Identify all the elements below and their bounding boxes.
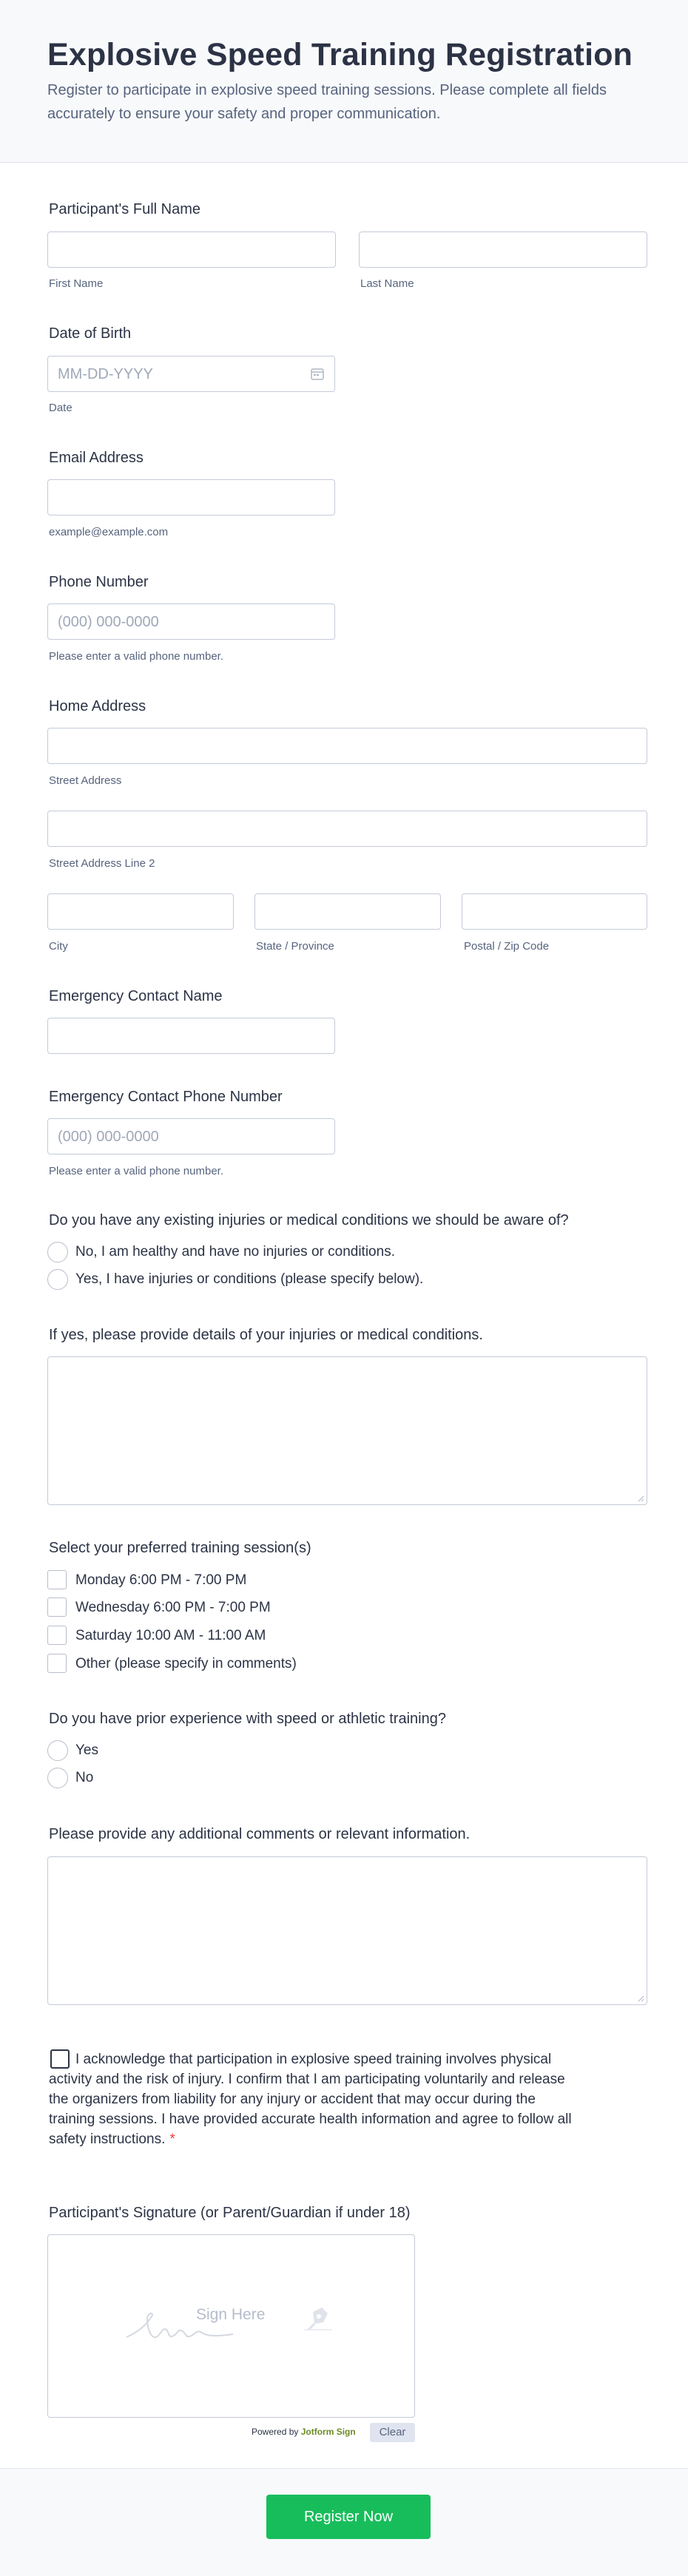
acknowledgement-statement: I acknowledge that participation in explosive speed training involves physical activity and the risk of injury. I confirm that I am participating voluntarily and release the organizers from liability for any injury or accident that may occur during the training sessions. I have provided accurate health information and agree to follow all safety instructions. xyxy=(49,2052,572,2147)
radio-button[interactable] xyxy=(47,1242,68,1262)
last-name-sublabel: Last Name xyxy=(360,277,414,290)
option-label: Yes xyxy=(75,1742,98,1758)
injury-details-textarea[interactable] xyxy=(47,1356,647,1505)
street-address-2-input[interactable] xyxy=(47,811,647,847)
option-label: No xyxy=(75,1770,94,1785)
signature-label: Participant's Signature (or Parent/Guardian if under 18) xyxy=(49,2205,411,2221)
option-label: Monday 6:00 PM - 7:00 PM xyxy=(75,1572,247,1588)
email-sublabel: example@example.com xyxy=(49,526,169,538)
powered-by xyxy=(252,2427,356,2437)
radio-button[interactable] xyxy=(47,1269,68,1290)
powered-brand[interactable]: Jotform Sign xyxy=(300,2427,356,2437)
phone-placeholder: (000) 000-0000 xyxy=(58,614,159,630)
checkbox[interactable] xyxy=(47,1570,67,1589)
calendar-icon[interactable] xyxy=(311,368,324,380)
dob-sublabel: Date xyxy=(49,402,72,414)
radio-button[interactable] xyxy=(47,1740,68,1761)
powered-prefix: Powered by xyxy=(252,2427,299,2437)
checkbox[interactable] xyxy=(47,1598,67,1617)
last-name-input[interactable] xyxy=(359,231,647,268)
radio-button[interactable] xyxy=(47,1768,68,1788)
submit-button[interactable]: Register Now xyxy=(266,2495,431,2539)
option-label: Yes, I have injuries or conditions (please specify below). xyxy=(75,1271,424,1287)
zip-input[interactable] xyxy=(462,893,647,930)
state-sublabel: State / Province xyxy=(256,940,334,953)
state-input[interactable] xyxy=(254,893,441,930)
option-label: Other (please specify in comments) xyxy=(75,1656,297,1671)
emergency-name-label: Emergency Contact Name xyxy=(49,988,223,1004)
emergency-phone-sublabel: Please enter a valid phone number. xyxy=(49,1165,223,1177)
signature-hint: Sign Here xyxy=(196,2306,266,2323)
emergency-phone-placeholder: (000) 000-0000 xyxy=(58,1129,159,1145)
signature-pad[interactable] xyxy=(47,2234,415,2418)
option-label: Wednesday 6:00 PM - 7:00 PM xyxy=(75,1600,271,1615)
address-label: Home Address xyxy=(49,698,146,714)
street-address-input[interactable] xyxy=(47,728,647,764)
emergency-name-input[interactable] xyxy=(47,1018,335,1054)
acknowledgement-text xyxy=(49,2049,579,2149)
comments-label: Please provide any additional comments or relevant information. xyxy=(49,1826,471,1842)
clear-signature-button[interactable]: Clear xyxy=(370,2423,415,2442)
full-name-label: Participant's Full Name xyxy=(49,201,200,217)
form-description: Register to participate in explosive speed training sessions. Please complete all fields accurately to ensure your safety and proper communication. xyxy=(47,82,607,122)
emergency-phone-input[interactable] xyxy=(47,1118,335,1155)
city-input[interactable] xyxy=(47,893,234,930)
street-address-2-sublabel: Street Address Line 2 xyxy=(49,857,155,870)
sessions-label: Select your preferred training session(s) xyxy=(49,1540,311,1556)
form-title: Explosive Speed Training Registration xyxy=(47,37,633,72)
option-label: No, I am healthy and have no injuries or conditions. xyxy=(75,1244,395,1260)
email-input[interactable] xyxy=(47,479,335,515)
comments-textarea[interactable] xyxy=(47,1856,647,2005)
acknowledgement-checkbox[interactable] xyxy=(50,2049,70,2069)
pen-nib-icon xyxy=(303,2306,334,2333)
injuries-label: Do you have any existing injuries or medical conditions we should be aware of? xyxy=(49,1212,569,1228)
form-header xyxy=(0,0,688,163)
dob-input[interactable] xyxy=(47,356,335,392)
resize-handle-icon[interactable] xyxy=(637,1995,644,2002)
first-name-sublabel: First Name xyxy=(49,277,104,290)
injury-details-label: If yes, please provide details of your injuries or medical conditions. xyxy=(49,1327,483,1343)
dob-label: Date of Birth xyxy=(49,325,132,342)
first-name-input[interactable] xyxy=(47,231,336,268)
zip-sublabel: Postal / Zip Code xyxy=(464,940,550,953)
resize-handle-icon[interactable] xyxy=(637,1495,644,1502)
street-address-sublabel: Street Address xyxy=(49,774,122,787)
city-sublabel: City xyxy=(49,940,68,953)
option-label: Saturday 10:00 AM - 11:00 AM xyxy=(75,1628,266,1643)
checkbox[interactable] xyxy=(47,1654,67,1673)
dob-placeholder: MM-DD-YYYY xyxy=(58,366,153,382)
phone-input[interactable] xyxy=(47,604,335,640)
phone-label: Phone Number xyxy=(49,574,149,590)
form-footer xyxy=(0,2468,688,2576)
email-label: Email Address xyxy=(49,450,144,466)
phone-sublabel: Please enter a valid phone number. xyxy=(49,650,223,663)
checkbox[interactable] xyxy=(47,1626,67,1645)
experience-label: Do you have prior experience with speed or athletic training? xyxy=(49,1711,446,1727)
emergency-phone-label: Emergency Contact Phone Number xyxy=(49,1089,283,1105)
required-asterisk: * xyxy=(169,2132,175,2147)
